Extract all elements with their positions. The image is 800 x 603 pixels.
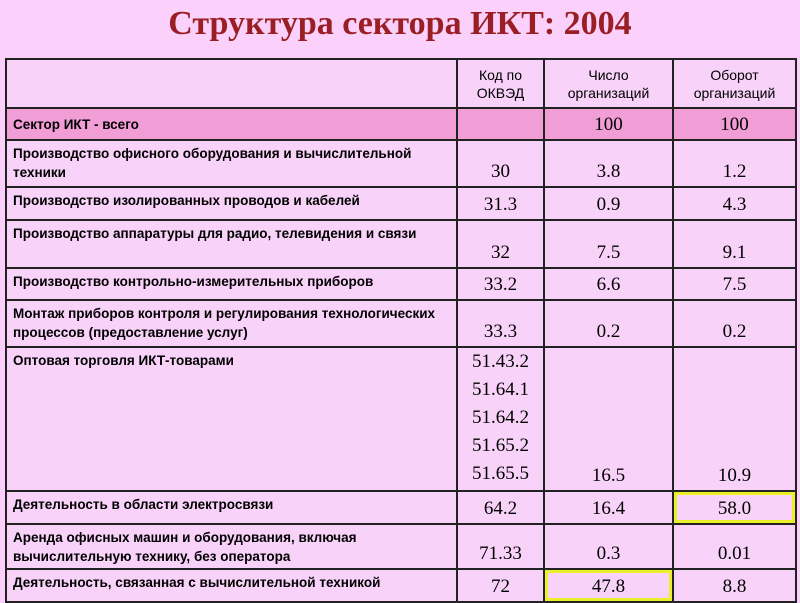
row-orgs: 0.3 xyxy=(544,524,673,569)
table-row xyxy=(6,347,796,491)
row-orgs: 100 xyxy=(544,108,673,140)
table-row xyxy=(6,491,796,524)
table-row xyxy=(6,187,796,220)
row-turnover: 0.2 xyxy=(673,300,796,347)
row-turnover: 100 xyxy=(673,108,796,140)
row-code: 30 xyxy=(457,140,544,187)
row-orgs: 3.8 xyxy=(544,140,673,187)
header-cell-orgs: Число организаций xyxy=(544,59,673,108)
row-turnover-highlighted: 58.0 xyxy=(673,491,796,524)
row-orgs-highlighted: 47.8 xyxy=(544,569,673,602)
code-item: 51.43.2 xyxy=(472,351,529,372)
row-code: 71.33 xyxy=(457,524,544,569)
row-name: Оптовая торговля ИКТ-товарами xyxy=(6,347,457,491)
code-item: 51.64.1 xyxy=(472,379,529,400)
row-orgs: 6.6 xyxy=(544,268,673,300)
row-turnover: 7.5 xyxy=(673,268,796,300)
header-cell-code: Код по ОКВЭД xyxy=(457,59,544,108)
row-turnover: 1.2 xyxy=(673,140,796,187)
row-orgs: 7.5 xyxy=(544,220,673,268)
row-name: Производство изолированных проводов и кабелей xyxy=(6,187,457,220)
row-code: 32 xyxy=(457,220,544,268)
ict-structure-table xyxy=(5,58,797,603)
table-row xyxy=(6,268,796,300)
row-code: 31.3 xyxy=(457,187,544,220)
row-name: Производство офисного оборудования и вычислительной техники xyxy=(6,140,457,187)
row-name: Производство контрольно-измерительных приборов xyxy=(6,268,457,300)
row-name: Деятельность, связанная с вычислительной техникой xyxy=(6,569,457,602)
row-orgs: 0.9 xyxy=(544,187,673,220)
header-cell-turnover: Оборот организаций xyxy=(673,59,796,108)
header-cell-name xyxy=(6,59,457,108)
row-code: 64.2 xyxy=(457,491,544,524)
code-item: 51.64.2 xyxy=(472,407,529,428)
row-turnover: 8.8 xyxy=(673,569,796,602)
page-title: Структура сектора ИКТ: 2004 xyxy=(168,5,632,42)
row-name: Монтаж приборов контроля и регулирования технологических процессов (предоставление услуг) xyxy=(6,300,457,347)
row-name: Производство аппаратуры для радио, телевидения и связи xyxy=(6,220,457,268)
row-turnover: 0.01 xyxy=(673,524,796,569)
row-codes xyxy=(457,347,544,491)
row-turnover: 10.9 xyxy=(673,347,796,491)
row-turnover: 4.3 xyxy=(673,187,796,220)
table-row-total xyxy=(6,108,796,140)
table-header-row xyxy=(6,59,796,108)
row-orgs: 0.2 xyxy=(544,300,673,347)
row-name: Аренда офисных машин и оборудования, включая вычислительную технику, без оператора xyxy=(6,524,457,569)
row-turnover: 9.1 xyxy=(673,220,796,268)
row-orgs: 16.5 xyxy=(544,347,673,491)
row-name: Сектор ИКТ - всего xyxy=(6,108,457,140)
table-row xyxy=(6,300,796,347)
row-code: 33.2 xyxy=(457,268,544,300)
table-row xyxy=(6,220,796,268)
row-code: 72 xyxy=(457,569,544,602)
table-row xyxy=(6,569,796,602)
row-code: 33.3 xyxy=(457,300,544,347)
table-row xyxy=(6,524,796,569)
code-item: 51.65.5 xyxy=(472,463,529,484)
row-orgs: 16.4 xyxy=(544,491,673,524)
code-item: 51.65.2 xyxy=(472,435,529,456)
table-row xyxy=(6,140,796,187)
row-name: Деятельность в области электросвязи xyxy=(6,491,457,524)
row-code xyxy=(457,108,544,140)
